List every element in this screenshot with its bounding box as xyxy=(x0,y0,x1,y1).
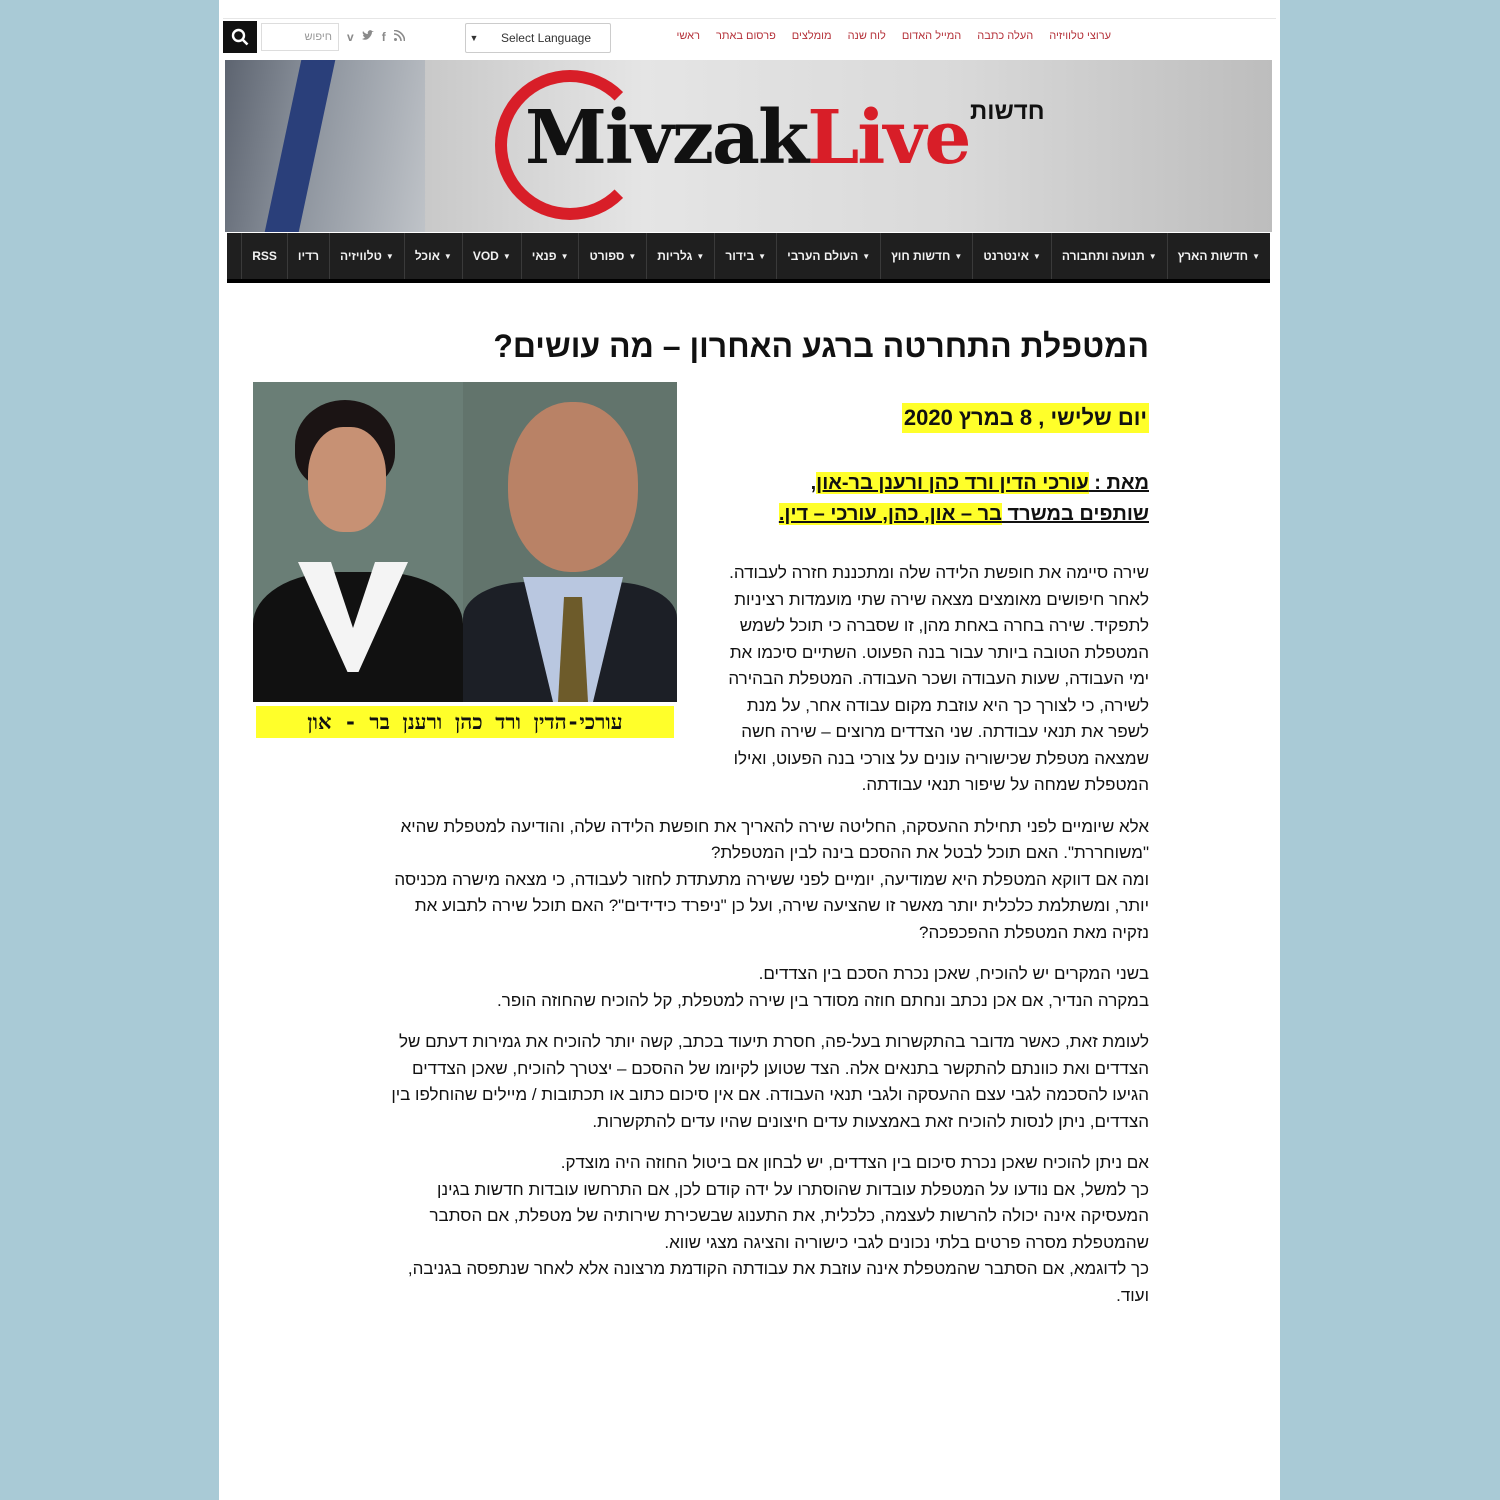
main-nav-item[interactable]: בידור ▼ xyxy=(714,233,776,279)
search-button[interactable] xyxy=(223,21,257,53)
caret-icon: ▼ xyxy=(502,251,511,261)
main-nav xyxy=(227,233,1270,283)
logo-hebrew-text: חדשות xyxy=(970,98,1045,125)
main-nav-item[interactable]: העולם הערבי ▼ xyxy=(776,233,880,279)
rss-icon[interactable] xyxy=(394,30,405,44)
paragraph: אלא שיומיים לפני תחילת ההעסקה, החליטה שירה להאריך את חופשת הלידה שלה, והודיעה למטפלת שהיא "משוחררת". האם תוכל לבטל את ההסכם בינה לבין המטפלת? xyxy=(400,816,1149,862)
paragraph: בשני המקרים יש להוכיח, שאכן נכרת הסכם בין הצדדים. xyxy=(758,964,1149,983)
site-logo: MivzakLive xyxy=(525,95,970,181)
main-nav-item[interactable]: רדיו xyxy=(287,233,329,279)
main-nav-item[interactable]: פנאי ▼ xyxy=(521,233,579,279)
main-nav-item[interactable]: טלוויזיה ▼ xyxy=(329,233,404,279)
caret-icon: ▼ xyxy=(1148,251,1157,261)
page xyxy=(219,0,1280,1500)
paragraph: לעומת זאת, כאשר מדובר בהתקשרות בעל-פה, חסרת תיעוד בכתב, קשה יותר להוכיח את גמירות דעתם של הצדדים ואת כוונתם להתקשר בתנאים אלה. הצד שטוען לקיומו של ההסכם – יצטרך להוכיח, שאכן הצדדים הגיעו להסכמה לגבי עצם ההעסקה ולגבי תנאי העבודה. אם אין סיכום כתוב או תכתובות / מיילים שהוחלפו בין הצדדים, ניתן לנסות להוכיח זאת באמצעות עדים חיצונים שהיו עדים להתקשרות. xyxy=(391,1032,1149,1131)
article-title: המטפלת התחרטה ברגע האחרון – מה עושים? xyxy=(493,328,1149,364)
top-nav-item[interactable]: ראשי xyxy=(676,30,700,42)
law-firm-name[interactable]: בר – און, כהן, עורכי – דין. xyxy=(778,503,1002,525)
main-nav-item[interactable]: ספורט ▼ xyxy=(578,233,646,279)
caret-icon: ▼ xyxy=(758,251,767,261)
main-nav-item[interactable]: VOD ▼ xyxy=(462,233,521,279)
top-nav xyxy=(677,30,1111,42)
top-nav-item[interactable]: פרסום באתר xyxy=(715,30,776,42)
article-byline: מאת : עורכי הדין ורד כהן ורענן בר-און, שותפים במשרד בר – און, כהן, עורכי – דין. xyxy=(778,472,1149,525)
social-links xyxy=(347,27,405,47)
dropdown-arrow-icon: ▼ xyxy=(469,33,479,43)
language-select-label: Select Language xyxy=(500,31,592,45)
article-date: יום שלישי , 8 במרץ 2020 xyxy=(902,403,1149,433)
caret-icon: ▼ xyxy=(696,251,705,261)
top-bar xyxy=(223,18,1276,57)
main-nav-item[interactable]: גלריות ▼ xyxy=(646,233,714,279)
top-nav-item[interactable]: המייל האדום xyxy=(901,30,962,42)
main-nav-item[interactable]: אינטרנט ▼ xyxy=(972,233,1051,279)
caret-icon: ▼ xyxy=(1252,251,1260,261)
paragraph: במקרה הנדיר, אם אכן נכתב ונחתם חוזה מסודר בין שירה למטפלת, קל להוכיח שהחוזה הופר. xyxy=(497,990,1149,1010)
caret-icon: ▼ xyxy=(385,251,394,261)
caret-icon: ▼ xyxy=(954,251,963,261)
paragraph: כך לדוגמא, אם הסתבר שהמטפלת אינה עוזבת את עבודתה הקודמת מרצונה אלא לאחר שנתפסה בגניבה, ועוד. xyxy=(407,1259,1149,1305)
language-select[interactable] xyxy=(465,23,611,53)
caret-icon: ▼ xyxy=(560,251,569,261)
top-nav-item[interactable]: לוח שנה xyxy=(847,30,886,42)
main-nav-item[interactable]: חדשות הארץ ▼ xyxy=(1167,233,1270,279)
twitter-icon[interactable] xyxy=(362,30,374,44)
vimeo-icon[interactable]: v xyxy=(347,30,354,44)
top-nav-item[interactable]: ערוצי טלוויזיה xyxy=(1049,30,1111,42)
caret-icon: ▼ xyxy=(862,251,871,261)
caret-icon: ▼ xyxy=(443,251,452,261)
article-body xyxy=(381,560,1149,1324)
caret-icon: ▼ xyxy=(1032,251,1041,261)
paragraph: אם ניתן להוכיח שאכן נכרת סיכום בין הצדדים, יש לבחון אם ביטול החוזה היה מוצדק. xyxy=(560,1153,1149,1172)
search-input[interactable]: חיפוש xyxy=(261,23,339,51)
main-nav-item[interactable]: תנועה ותחבורה ▼ xyxy=(1051,233,1167,279)
main-nav-item[interactable]: RSS xyxy=(241,233,287,279)
paragraph: ומה אם דווקא המטפלת היא שמודיעה, יומיים לפני ששירה מתעתדת לחזור לעבודה, כי מצאה מישרה מכניסה יותר, ומשתלמת כלכלית יותר מאשר זו שהציעה שירה, ועל כן "ניפרד כידידים"? האם תוכל שירה לתבוע את נזקיה מאת המטפלת ההפכפכה? xyxy=(394,869,1149,942)
author-names[interactable]: עורכי הדין ורד כהן ורענן בר-און xyxy=(816,472,1089,494)
main-nav-item[interactable]: אוכל ▼ xyxy=(404,233,462,279)
caret-icon: ▼ xyxy=(628,251,637,261)
site-banner[interactable] xyxy=(225,60,1272,232)
top-nav-item[interactable]: מומלצים xyxy=(791,30,832,42)
main-nav-item[interactable]: חדשות חוץ ▼ xyxy=(880,233,972,279)
paragraph: שירה סיימה את חופשת הלידה שלה ומתכננת חזרה לעבודה. לאחר חיפושים מאומצים מצאה שירה שתי מועמדות רציניות לתפקיד. שירה בחרה באחת מהן, זו שסברה כי תוכל לשמש המטפלת הטובה ביותר עבור בנה הפעוט. השתיים סיכמו את ימי העבודה, שעות העבודה ושכר העבודה. המטפלת הבהירה לשירה, כי לצורך כך היא עוזבת מקום עבודה אחר, על מנת לשפר את תנאי עבודתה. שני הצדדים מרוצים – שירה חשה שמצאה מטפלת שכישוריה עונים על צורכי בנה הפעוט, ואילו המטפלת שמחה על שיפור תנאי עבודתה. xyxy=(728,563,1149,794)
paragraph: כך למשל, אם נודעו על המטפלת עובדות שהוסתרו על ידה קודם לכן, אם התרחשו עובדות חדשות בגינן המעסיקה אינה יכולה להרשות לעצמה, כלכלית, את התענוג שבשכירת שירותיה של מטפלת, אם הסתבר שהמטפלת מסרה פרטים בלתי נכונים לגבי כישוריה והציגה מצגי שווא. xyxy=(429,1179,1149,1252)
photo-caption: עורכי-הדין ורד כהן ורענן בר - און xyxy=(256,706,674,738)
search-icon xyxy=(231,28,249,46)
top-nav-item[interactable]: העלה כתבה xyxy=(977,30,1034,42)
facebook-icon[interactable]: f xyxy=(381,30,386,44)
